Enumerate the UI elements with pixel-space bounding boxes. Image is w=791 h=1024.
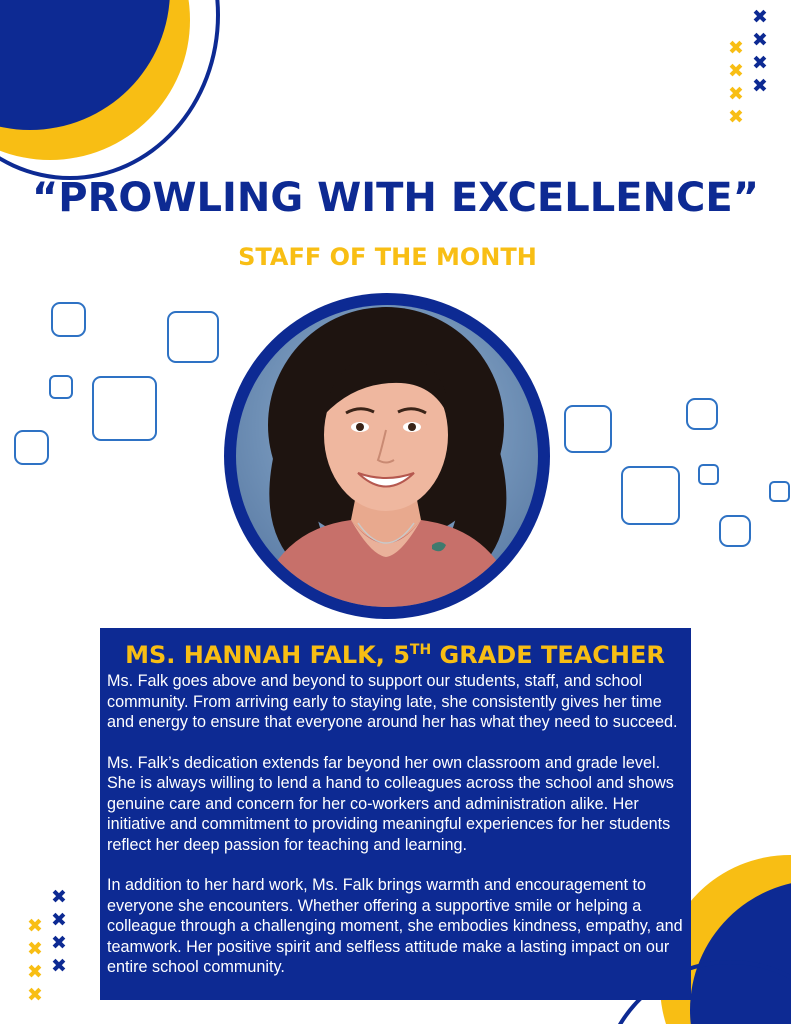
x-mark-icon: ✖ — [728, 83, 744, 105]
x-mark-icon: ✖ — [51, 932, 67, 954]
rounded-square-shape — [698, 464, 719, 485]
x-mark-icon: ✖ — [728, 60, 744, 82]
staff-name-text: MS. HANNAH FALK, 5 — [125, 641, 410, 669]
x-mark-icon: ✖ — [752, 6, 768, 28]
rounded-square-shape — [51, 302, 86, 337]
description-paragraph: Ms. Falk goes above and beyond to support our students, staff, and school community. From arriving early to staying late, she consistently gives her time and energy to ensure that everyone around her has what they need to succeed. — [107, 672, 678, 731]
staff-portrait-photo — [236, 305, 538, 607]
page-subtitle: STAFF OF THE MONTH — [238, 243, 537, 271]
x-mark-icon: ✖ — [51, 909, 67, 931]
x-mark-icon: ✖ — [728, 37, 744, 59]
rounded-square-shape — [621, 466, 680, 525]
x-mark-icon: ✖ — [728, 106, 744, 128]
x-mark-icon: ✖ — [752, 29, 768, 51]
ordinal-suffix: TH — [409, 642, 432, 658]
rounded-square-shape — [14, 430, 49, 465]
rounded-square-shape — [49, 375, 73, 399]
x-mark-icon: ✖ — [51, 955, 67, 977]
x-mark-icon: ✖ — [27, 938, 43, 960]
x-mark-icon-group — [752, 6, 768, 98]
staff-info-box — [100, 628, 691, 1000]
x-mark-icon: ✖ — [27, 984, 43, 1006]
rounded-square-shape — [686, 398, 718, 430]
corner-ring — [0, 0, 220, 180]
staff-role-text: GRADE TEACHER — [431, 641, 665, 669]
description-paragraph: In addition to her hard work, Ms. Falk brings warmth and encouragement to everyone she encounters. Whether offering a supportive smile or helping a colleague through a challenging moment, she embodies kindness, empathy, and teamwork. Her positive spirit and selfless attitude make a lasting impact on our entire school community. — [107, 876, 683, 976]
staff-name-heading — [107, 634, 683, 671]
x-mark-icon: ✖ — [51, 886, 67, 908]
rounded-square-shape — [719, 515, 751, 547]
x-mark-icon: ✖ — [752, 52, 768, 74]
x-mark-icon-group — [27, 915, 43, 1007]
page-title: “PROWLING WITH EXCELLENCE” — [32, 175, 759, 221]
description-paragraph: Ms. Falk’s dedication extends far beyond her own classroom and grade level. She is always willing to lend a hand to colleagues across the school and shows genuine care and concern for her co-workers and administration alike. Her initiative and commitment to providing meaningful experiences for her students reflect her deep passion for teaching and learning. — [107, 753, 674, 854]
rounded-square-shape — [167, 311, 219, 363]
rounded-square-shape — [769, 481, 790, 502]
rounded-square-shape — [564, 405, 612, 453]
x-mark-icon: ✖ — [27, 961, 43, 983]
rounded-square-shape — [92, 376, 157, 441]
x-mark-icon-group — [728, 37, 744, 129]
x-mark-icon-group — [51, 886, 67, 978]
x-mark-icon: ✖ — [752, 75, 768, 97]
x-mark-icon: ✖ — [27, 915, 43, 937]
